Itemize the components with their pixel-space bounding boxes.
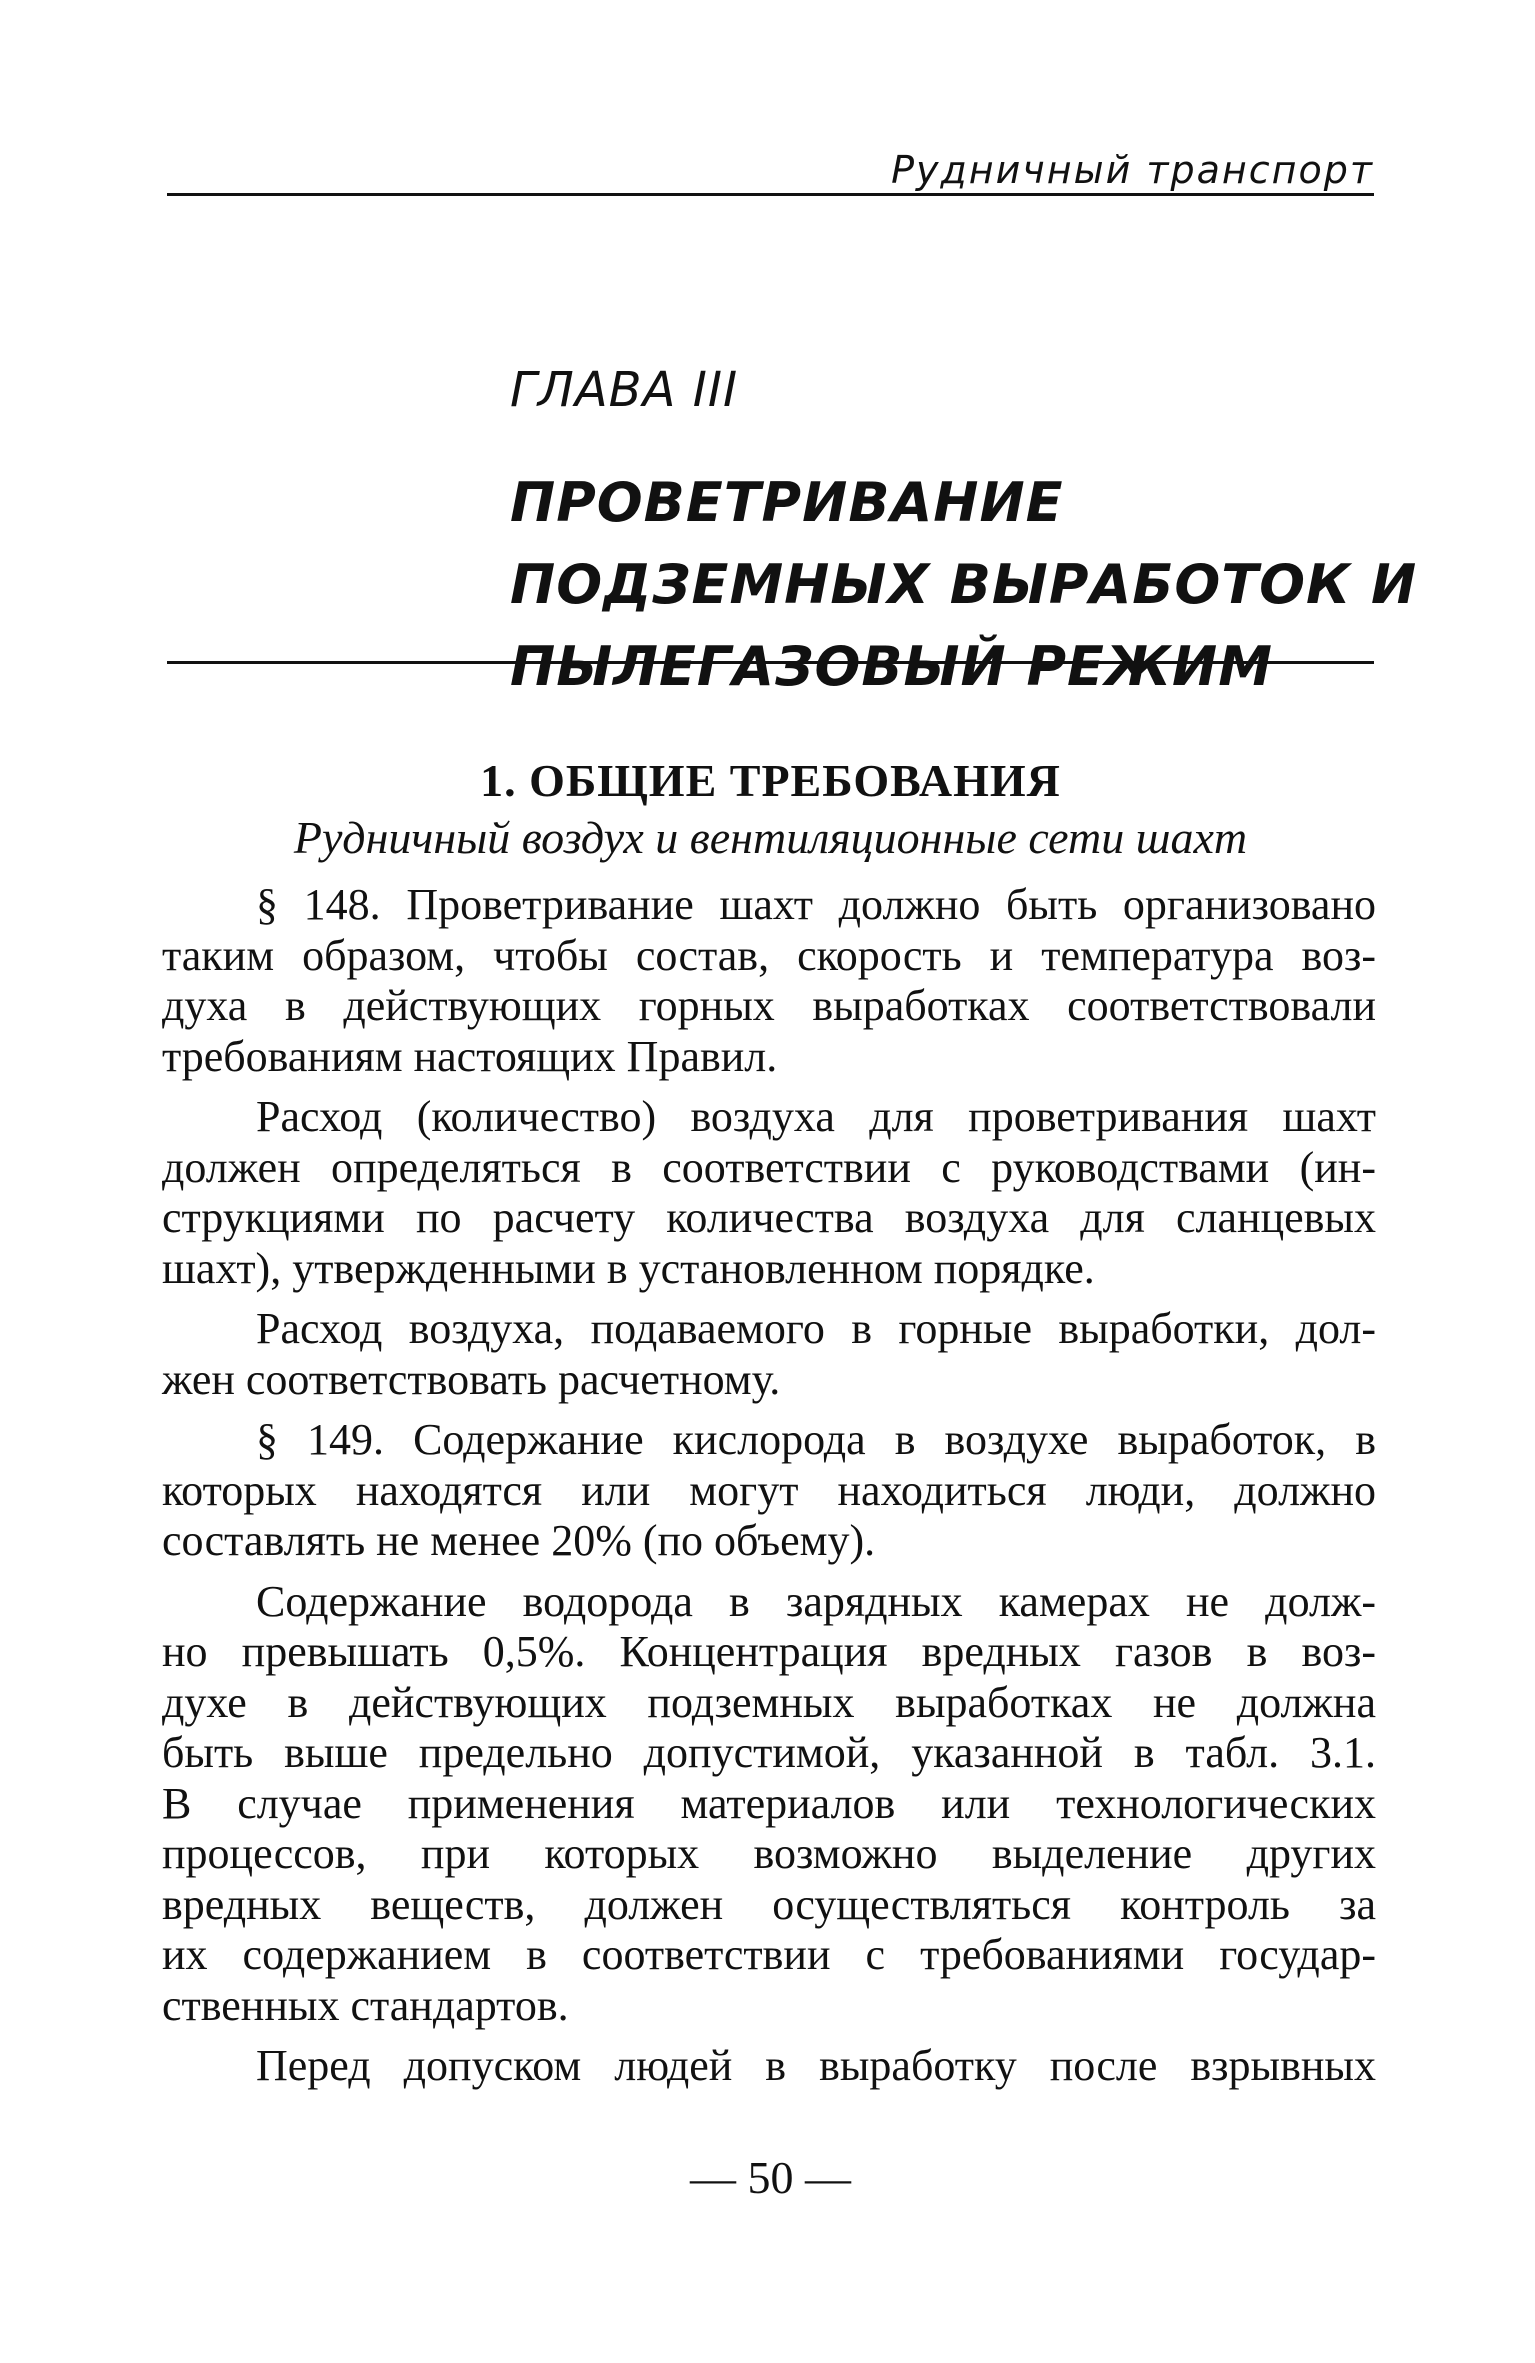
chapter-title-line: ПОДЗЕМНЫХ ВЫРАБОТОК И xyxy=(510,553,1418,616)
section-heading: 1. ОБЩИЕ ТРЕБОВАНИЯ xyxy=(480,755,1061,807)
text-line: быть выше предельно допустимой, указанной в табл. 3.1. xyxy=(162,1728,1376,1777)
paragraph xyxy=(162,1092,1376,1294)
text-line: Расход воздуха, подаваемого в горные выработки, дол- xyxy=(256,1304,1376,1353)
section-subheading: Рудничный воздух и вентиляционные сети шахт xyxy=(293,812,1248,863)
text-line: ственных стандартов. xyxy=(162,1980,569,2030)
text-line: но превышать 0,5%. Концентрация вредных газов в воз- xyxy=(162,1627,1376,1676)
text-line: жен соответствовать расчетному. xyxy=(162,1354,781,1404)
paragraph xyxy=(162,2041,1376,2092)
text-line: процессов, при которых возможно выделение других xyxy=(162,1829,1376,1878)
text-line: Расход (количество) воздуха для проветривания шахт xyxy=(256,1092,1376,1141)
text-line: духа в действующих горных выработках соответствовали xyxy=(162,981,1376,1030)
paragraph xyxy=(162,1577,1376,2032)
chapter-block xyxy=(510,360,1418,708)
paragraph xyxy=(162,1304,1376,1405)
text-line: вредных веществ, должен осуществляться контроль за xyxy=(162,1879,1376,1929)
paragraph xyxy=(162,880,1376,1082)
body-text xyxy=(162,880,1376,2102)
text-line: Содержание водорода в зарядных камерах не долж- xyxy=(256,1576,1376,1626)
text-line: шахт), утвержденными в установленном порядке. xyxy=(162,1243,1095,1293)
text-line: духе в действующих подземных выработках не должна xyxy=(162,1677,1376,1727)
text-line: В случае применения материалов или технологических xyxy=(162,1778,1376,1828)
text-line: составлять не менее 20% (по объему). xyxy=(162,1516,876,1565)
text-line: которых находятся или могут находиться люди, должно xyxy=(162,1465,1376,1515)
chapter-title-line: ПЫЛЕГАЗОВЫЙ РЕЖИМ xyxy=(510,635,1273,698)
chapter-rule xyxy=(167,661,1374,664)
text-line: таким образом, чтобы состав, скорость и температура воз- xyxy=(162,930,1376,980)
text-line: струкциями по расчету количества воздуха для сланцевых xyxy=(162,1193,1376,1242)
text-line: должен определяться в соответствии с руководствами (ин- xyxy=(162,1142,1376,1192)
text-line: Перед допуском людей в выработку после взрывных xyxy=(256,2041,1376,2090)
running-header: Рудничный транспорт xyxy=(891,148,1374,192)
header-rule xyxy=(167,193,1374,196)
chapter-title-line: ПРОВЕТРИВАНИЕ xyxy=(510,471,1064,534)
text-line: § 149. Содержание кислорода в воздухе выработок, в xyxy=(256,1415,1376,1464)
text-line: их содержанием в соответствии с требованиями государ- xyxy=(162,1930,1376,1979)
chapter-label: ГЛАВА III xyxy=(510,362,739,418)
chapter-title xyxy=(510,462,1418,708)
text-line: требованиям настоящих Правил. xyxy=(162,1031,778,1081)
text-line: § 148. Проветривание шахт должно быть организовано xyxy=(256,880,1376,929)
page-number: — 50 — xyxy=(690,2152,851,2203)
paragraph xyxy=(162,1415,1376,1567)
